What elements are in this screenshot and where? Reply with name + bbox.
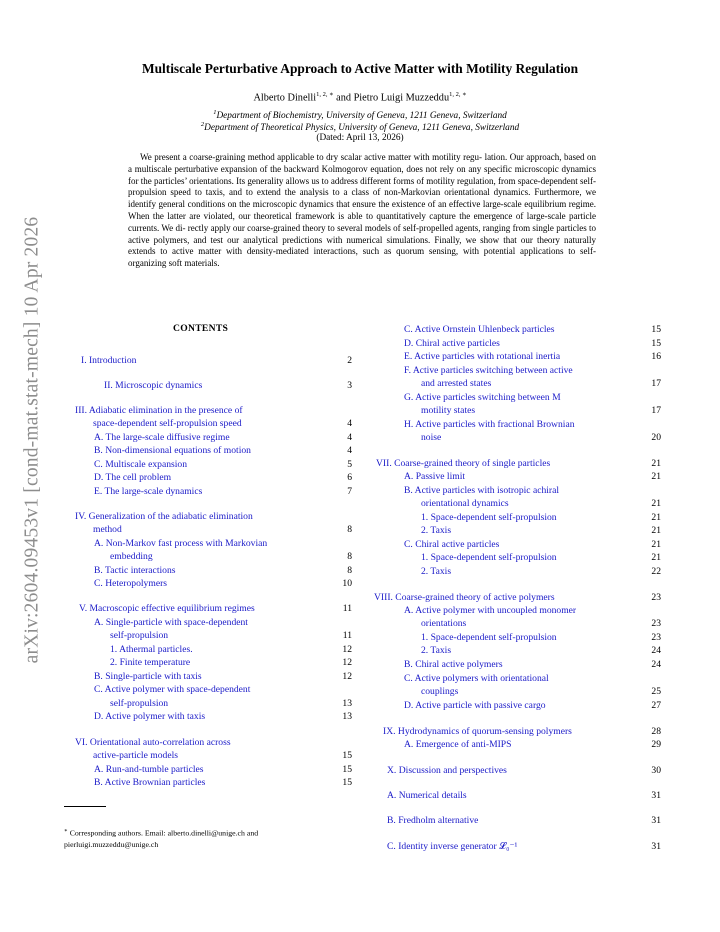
- abstract-line: particles to active polymers, and test our analytical predictions with numerical simulations. Finally,: [128, 222, 597, 245]
- abstract-line: equation, does not rely on any specific microscopic dynamics for the particles’ orientations. Its: [128, 163, 596, 186]
- abstract-line: We present a coarse-graining method applicable to dry scalar active matter with motility regu-: [140, 152, 483, 162]
- toc-entry[interactable]: VI. Orientational auto-correlation across: [75, 737, 231, 748]
- toc-entry[interactable]: C. Identity inverse generator 𝓛₀⁻¹: [387, 841, 518, 852]
- toc-page-number: 6: [347, 472, 352, 483]
- toc-page-number: 8: [347, 524, 352, 535]
- toc-entry[interactable]: A. The large-scale diffusive regime: [94, 432, 230, 443]
- toc-entry[interactable]: 2. Taxis: [421, 525, 452, 536]
- toc-page-number: 3: [347, 380, 352, 391]
- toc-page-number: 17: [651, 378, 661, 389]
- toc-entry[interactable]: orientational dynamics: [421, 498, 509, 509]
- toc-entry[interactable]: 2. Taxis: [421, 645, 452, 656]
- toc-entry[interactable]: E. The large-scale dynamics: [94, 486, 203, 497]
- toc-entry[interactable]: space-dependent self-propulsion speed: [93, 418, 242, 429]
- toc-page-number: 16: [651, 351, 661, 362]
- toc-page-number: 22: [651, 566, 661, 577]
- toc-page-number: 13: [342, 711, 352, 722]
- toc-entry[interactable]: F. Active particles switching between active: [404, 365, 573, 376]
- toc-entry[interactable]: 1. Space-dependent self-propulsion: [421, 512, 557, 523]
- toc-entry[interactable]: X. Discussion and perspectives: [387, 765, 507, 776]
- toc-page-number: 23: [651, 632, 661, 643]
- toc-entry[interactable]: C. Chiral active particles: [404, 539, 500, 550]
- toc-page-number: 8: [347, 565, 352, 576]
- toc-page-number: 21: [651, 471, 661, 482]
- toc-page-number: 15: [342, 777, 352, 788]
- toc-page-number: 21: [651, 552, 661, 563]
- affiliation: [0, 109, 720, 121]
- toc-page-number: 20: [651, 432, 661, 443]
- toc-entry[interactable]: active-particle models: [93, 750, 178, 761]
- toc-page-number: 15: [342, 764, 352, 775]
- toc-page-number: 12: [342, 657, 352, 668]
- toc-entry[interactable]: embedding: [110, 551, 153, 562]
- toc-entry[interactable]: C. Active polymers with orientational: [404, 673, 549, 684]
- toc-entry[interactable]: A. Single-particle with space-dependent: [94, 617, 248, 628]
- toc-entry[interactable]: A. Active polymer with uncoupled monomer: [404, 605, 577, 616]
- toc-entry[interactable]: 1. Athermal particles.: [110, 644, 193, 655]
- toc-page-number: 31: [651, 790, 661, 801]
- toc-page-number: 23: [651, 592, 661, 603]
- toc-entry[interactable]: D. The cell problem: [94, 472, 172, 483]
- footnote-rule: [64, 806, 106, 807]
- abstract-line: generality allows us to address different forms of motility regulation, from space-dependent self-: [247, 175, 597, 186]
- toc-entry[interactable]: A. Non-Markov fast process with Markovian: [94, 538, 268, 549]
- toc-page-number: 31: [651, 815, 661, 826]
- affiliation-mark: 1: [213, 109, 217, 116]
- abstract-line: dynamics. Furthermore, we identify general conditions on the microscopic dynamics that ensure the: [128, 187, 596, 210]
- toc-entry[interactable]: B. Tactic interactions: [94, 565, 176, 576]
- toc-page-number: 30: [651, 765, 661, 776]
- toc-entry[interactable]: 2. Taxis: [421, 566, 452, 577]
- abstract-line: rectly apply our coarse-grained theory to several models of self-propelled agents, ranging from single: [187, 222, 554, 233]
- toc-entry[interactable]: D. Chiral active particles: [404, 338, 500, 349]
- toc-page-number: 4: [347, 418, 352, 429]
- toc-page-number: 7: [347, 486, 352, 497]
- toc-entry[interactable]: IX. Hydrodynamics of quorum-sensing polymers: [383, 726, 572, 737]
- toc-entry[interactable]: III. Adiabatic elimination in the presence of: [75, 405, 243, 416]
- toc-page-number: 10: [342, 578, 352, 589]
- toc-entry[interactable]: D. Active polymer with taxis: [94, 711, 206, 722]
- abstract: [128, 152, 596, 270]
- toc-entry[interactable]: self-propulsion: [110, 630, 169, 641]
- toc-page-number: 15: [651, 338, 661, 349]
- toc-entry[interactable]: H. Active particles with fractional Brownian: [404, 419, 575, 430]
- toc-entry[interactable]: G. Active particles switching between M: [404, 392, 561, 403]
- toc-page-number: 4: [347, 445, 352, 456]
- toc-entry[interactable]: orientations: [421, 618, 467, 629]
- toc-entry[interactable]: VII. Coarse-grained theory of single particles: [376, 458, 551, 469]
- arxiv-stamp: [17, 190, 47, 690]
- toc-entry[interactable]: IV. Generalization of the adiabatic elimination: [75, 511, 253, 522]
- abstract-line: propulsion speed to taxis, and to extend the analysis to a class of non-Markovian orientational: [128, 187, 490, 198]
- toc-page-number: 12: [342, 644, 352, 655]
- toc-page-number: 24: [651, 659, 661, 670]
- toc-page-number: 27: [651, 700, 661, 711]
- toc-entry[interactable]: and arrested states: [421, 378, 492, 389]
- footnote-line: pierluigi.muzzeddu@unige.ch: [64, 839, 159, 849]
- author-marks: 1, 2, ∗: [449, 91, 467, 98]
- toc-entry[interactable]: E. Active particles with rotational inertia: [404, 351, 561, 362]
- toc-entry[interactable]: VIII. Coarse-grained theory of active polymers: [374, 592, 555, 603]
- toc-page-number: 21: [651, 539, 661, 550]
- toc-page-number: 29: [651, 739, 661, 750]
- toc-entry[interactable]: B. Active particles with isotropic achiral: [404, 485, 560, 496]
- toc-entry[interactable]: A. Numerical details: [387, 790, 467, 801]
- toc-entry[interactable]: C. Heteropolymers: [94, 578, 168, 589]
- affiliation-mark: 2: [200, 121, 205, 128]
- paper-title: Multiscale Perturbative Approach to Active Matter with Motility Regulation: [141, 61, 579, 76]
- author-name: Alberto Dinelli: [253, 92, 317, 104]
- toc-entry[interactable]: B. Fredholm alternative: [387, 815, 479, 826]
- toc-entry[interactable]: B. Single-particle with taxis: [94, 671, 202, 682]
- abstract-line: existence of an effective large-scale equilibrium regime. When the latter are violated, our theoretical: [128, 199, 596, 221]
- toc-page-number: 4: [347, 432, 352, 443]
- toc-entry[interactable]: motility states: [421, 405, 476, 416]
- toc-entry[interactable]: B. Active Brownian particles: [94, 777, 206, 788]
- abstract-line: lation. Our approach, based on a multiscale perturbative expansion of the backward Kolmogorov: [128, 152, 597, 174]
- toc-page-number: 17: [651, 405, 661, 416]
- footnote-line: Corresponding authors. Email: alberto.dinelli@unige.ch and: [69, 828, 259, 838]
- toc-entry[interactable]: couplings: [421, 686, 459, 697]
- toc-entry[interactable]: B. Chiral active polymers: [404, 659, 503, 670]
- toc-entry[interactable]: noise: [421, 432, 442, 443]
- toc-page-number: 15: [651, 324, 661, 335]
- toc-entry[interactable]: V. Macroscopic effective equilibrium regimes: [79, 603, 255, 614]
- toc-page-number: 8: [347, 551, 352, 562]
- toc-page-number: 2: [347, 355, 352, 366]
- abstract-line: as quorum sensing, with potential applications to self-organizing soft materials.: [128, 246, 597, 269]
- toc-page-number: 5: [347, 459, 352, 470]
- toc-entry[interactable]: method: [93, 524, 122, 535]
- author-line: [0, 90, 720, 103]
- toc-entry[interactable]: 1. Space-dependent self-propulsion: [421, 552, 557, 563]
- toc-entry[interactable]: C. Multiscale expansion: [94, 459, 187, 470]
- toc-entry[interactable]: C. Active Ornstein Uhlenbeck particles: [404, 324, 555, 335]
- toc-entry[interactable]: B. Non-dimensional equations of motion: [94, 445, 251, 456]
- toc-page-number: 12: [342, 671, 352, 682]
- toc-page-number: 11: [342, 630, 352, 641]
- toc-page-number: 11: [342, 603, 352, 614]
- footnote-mark: ∗: [64, 828, 68, 834]
- arxiv-identifier: arXiv:2604.09453v1 [cond-mat.stat-mech] 10 Apr 2026: [21, 216, 43, 664]
- toc-page-number: 21: [651, 525, 661, 536]
- contents-heading: CONTENTS: [173, 323, 229, 334]
- toc-page-number: 23: [651, 618, 661, 629]
- toc-entry[interactable]: self-propulsion: [110, 698, 169, 709]
- toc-page-number: 13: [342, 698, 352, 709]
- toc-page-number: 21: [651, 458, 661, 469]
- author-conjunction: and: [336, 92, 351, 104]
- author-marks: 1, 2, ∗: [316, 91, 334, 98]
- toc-entry[interactable]: 2. Finite temperature: [110, 657, 191, 668]
- dated-line: (Dated: April 13, 2026): [316, 133, 404, 143]
- toc-entry[interactable]: D. Active particle with passive cargo: [404, 700, 546, 711]
- affiliation: [0, 121, 720, 133]
- toc-page-number: 21: [651, 498, 661, 509]
- toc-entry[interactable]: A. Emergence of anti-MIPS: [404, 739, 512, 750]
- toc-page-number: 25: [651, 686, 661, 697]
- footnote: [64, 826, 354, 850]
- toc-entry[interactable]: I. Introduction: [81, 355, 137, 366]
- affiliation-text: Department of Biochemistry, University of Geneva, 1211 Geneva, Switzerland: [216, 111, 507, 122]
- toc-entry[interactable]: A. Passive limit: [404, 471, 466, 482]
- affiliation-text: Department of Theoretical Physics, University of Geneva, 1211 Geneva, Switzerland: [204, 123, 520, 134]
- toc-page-number: 21: [651, 512, 661, 523]
- toc-page-number: 28: [651, 726, 661, 737]
- toc-page-number: 15: [342, 750, 352, 761]
- toc-entry[interactable]: C. Active polymer with space-dependent: [94, 684, 251, 695]
- abstract-line: we show that our theory naturally extends to active matter with density-mediated interactions, such: [128, 234, 597, 257]
- toc-entry[interactable]: 1. Space-dependent self-propulsion: [421, 632, 557, 643]
- toc-entry[interactable]: II. Microscopic dynamics: [104, 380, 203, 391]
- abstract-line: framework is able to quantitatively capture the emergence of large-scale particle currents. We di-: [128, 210, 596, 233]
- toc-entry[interactable]: A. Run-and-tumble particles: [94, 764, 204, 775]
- toc-page-number: 31: [651, 841, 661, 852]
- toc-page-number: 24: [651, 645, 661, 656]
- author-name: Pietro Luigi Muzzeddu: [353, 92, 450, 104]
